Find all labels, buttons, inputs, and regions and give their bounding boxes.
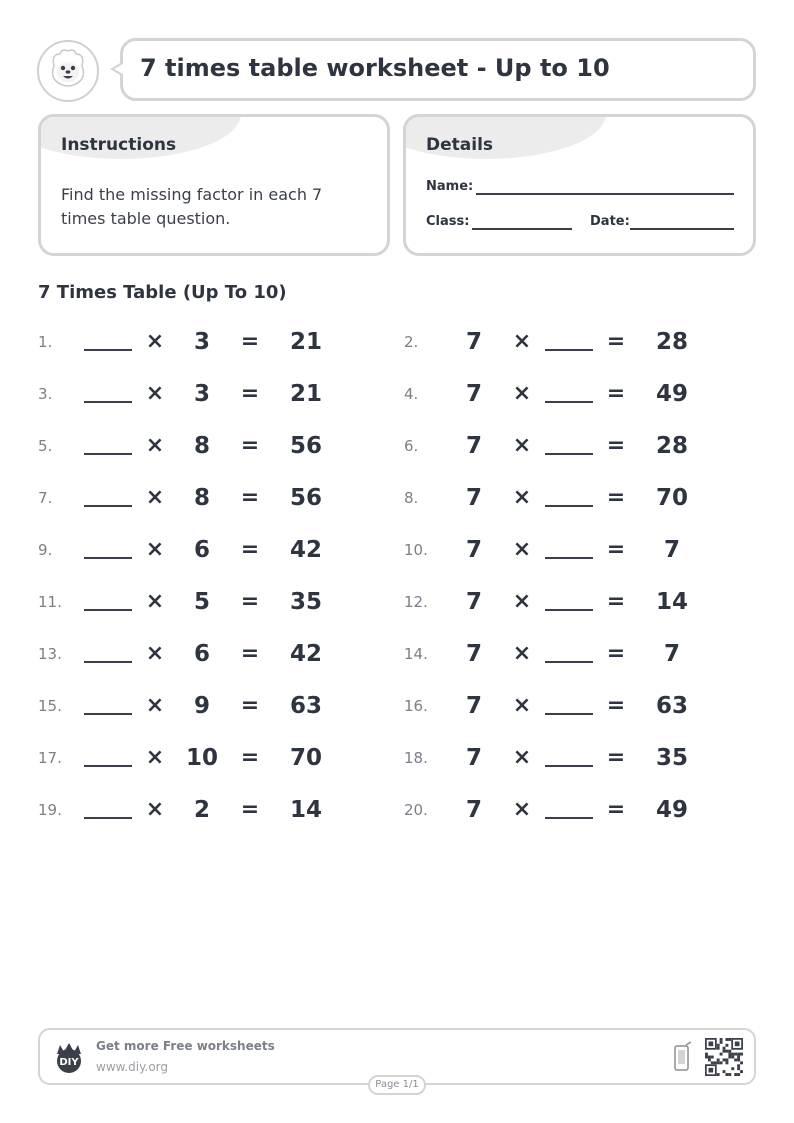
page-number: Page 1/1 xyxy=(368,1075,426,1095)
times-sign: × xyxy=(145,797,165,822)
details-panel xyxy=(403,114,756,256)
question-number: 5. xyxy=(38,437,53,455)
times-sign: × xyxy=(145,485,165,510)
times-sign: × xyxy=(512,433,532,458)
instructions-panel xyxy=(38,114,390,256)
answer-blank[interactable] xyxy=(84,401,132,403)
product-value: 49 xyxy=(655,381,688,407)
product-value: 28 xyxy=(655,433,688,459)
section-title: 7 Times Table (Up To 10) xyxy=(38,282,287,303)
mascot-icon xyxy=(37,40,99,102)
class-label: Class: xyxy=(426,214,470,229)
question-number: 15. xyxy=(38,697,62,715)
product-value: 21 xyxy=(289,381,322,407)
given-factor: 2 xyxy=(193,797,210,823)
equals-sign: = xyxy=(606,641,626,666)
question-row xyxy=(38,639,358,669)
answer-blank[interactable] xyxy=(545,453,593,455)
answer-blank[interactable] xyxy=(545,349,593,351)
name-label: Name: xyxy=(426,179,474,194)
speech-tail-inner xyxy=(114,64,123,74)
diy-logo-icon xyxy=(52,1040,86,1074)
equals-sign: = xyxy=(240,641,260,666)
answer-blank[interactable] xyxy=(545,713,593,715)
times-sign: × xyxy=(512,693,532,718)
question-row xyxy=(404,743,724,773)
product-value: 35 xyxy=(655,745,688,771)
footer-url[interactable]: www.diy.org xyxy=(96,1060,168,1074)
product-value: 56 xyxy=(289,485,322,511)
name-field[interactable] xyxy=(476,193,734,195)
question-row xyxy=(38,431,358,461)
given-factor: 7 xyxy=(465,589,482,615)
question-row xyxy=(38,535,358,565)
product-value: 49 xyxy=(655,797,688,823)
phone-icon xyxy=(673,1041,693,1073)
product-value: 35 xyxy=(289,589,322,615)
times-sign: × xyxy=(512,589,532,614)
answer-blank[interactable] xyxy=(545,505,593,507)
question-number: 19. xyxy=(38,801,62,819)
given-factor: 7 xyxy=(465,641,482,667)
answer-blank[interactable] xyxy=(84,505,132,507)
equals-sign: = xyxy=(606,381,626,406)
question-number: 10. xyxy=(404,541,428,559)
answer-blank[interactable] xyxy=(84,609,132,611)
question-row xyxy=(404,327,724,357)
given-factor: 7 xyxy=(465,693,482,719)
equals-sign: = xyxy=(240,433,260,458)
equals-sign: = xyxy=(606,433,626,458)
given-factor: 7 xyxy=(465,381,482,407)
question-number: 13. xyxy=(38,645,62,663)
question-row xyxy=(404,587,724,617)
equals-sign: = xyxy=(240,485,260,510)
times-sign: × xyxy=(145,693,165,718)
question-row xyxy=(404,535,724,565)
question-row xyxy=(38,691,358,721)
answer-blank[interactable] xyxy=(84,349,132,351)
question-row xyxy=(38,743,358,773)
times-sign: × xyxy=(512,641,532,666)
equals-sign: = xyxy=(606,693,626,718)
question-row xyxy=(404,691,724,721)
question-number: 18. xyxy=(404,749,428,767)
title-banner xyxy=(120,38,756,101)
product-value: 7 xyxy=(663,537,680,563)
answer-blank[interactable] xyxy=(545,661,593,663)
equals-sign: = xyxy=(606,797,626,822)
instructions-heading: Instructions xyxy=(61,135,177,155)
given-factor: 3 xyxy=(193,329,210,355)
equals-sign: = xyxy=(606,537,626,562)
given-factor: 7 xyxy=(465,537,482,563)
question-row xyxy=(38,483,358,513)
times-sign: × xyxy=(512,329,532,354)
given-factor: 3 xyxy=(193,381,210,407)
logo-text: DIY xyxy=(59,1057,79,1068)
answer-blank[interactable] xyxy=(545,817,593,819)
page-title: 7 times table worksheet - Up to 10 xyxy=(140,54,610,82)
answer-blank[interactable] xyxy=(84,713,132,715)
question-row xyxy=(38,379,358,409)
question-number: 17. xyxy=(38,749,62,767)
times-sign: × xyxy=(512,745,532,770)
question-number: 14. xyxy=(404,645,428,663)
given-factor: 7 xyxy=(465,745,482,771)
equals-sign: = xyxy=(240,745,260,770)
times-sign: × xyxy=(145,537,165,562)
given-factor: 5 xyxy=(193,589,210,615)
times-sign: × xyxy=(145,745,165,770)
product-value: 56 xyxy=(289,433,322,459)
times-sign: × xyxy=(145,589,165,614)
times-sign: × xyxy=(512,485,532,510)
times-sign: × xyxy=(512,797,532,822)
answer-blank[interactable] xyxy=(84,765,132,767)
times-sign: × xyxy=(145,433,165,458)
date-label: Date: xyxy=(590,214,630,229)
date-field[interactable] xyxy=(630,228,734,230)
answer-blank[interactable] xyxy=(545,765,593,767)
question-number: 4. xyxy=(404,385,419,403)
answer-blank[interactable] xyxy=(84,661,132,663)
question-number: 9. xyxy=(38,541,53,559)
question-number: 6. xyxy=(404,437,419,455)
instructions-text: Find the missing factor in each 7 times table question. xyxy=(61,185,323,228)
product-value: 70 xyxy=(289,745,322,771)
equals-sign: = xyxy=(606,329,626,354)
question-number: 20. xyxy=(404,801,428,819)
equals-sign: = xyxy=(240,589,260,614)
product-value: 42 xyxy=(289,537,322,563)
product-value: 28 xyxy=(655,329,688,355)
details-heading: Details xyxy=(426,135,494,155)
equals-sign: = xyxy=(240,537,260,562)
given-factor: 10 xyxy=(185,745,218,771)
answer-blank[interactable] xyxy=(84,453,132,455)
question-row xyxy=(404,639,724,669)
given-factor: 8 xyxy=(193,433,210,459)
product-value: 7 xyxy=(663,641,680,667)
equals-sign: = xyxy=(240,381,260,406)
question-number: 1. xyxy=(38,333,53,351)
question-row xyxy=(38,587,358,617)
given-factor: 6 xyxy=(193,641,210,667)
question-number: 12. xyxy=(404,593,428,611)
given-factor: 8 xyxy=(193,485,210,511)
times-sign: × xyxy=(512,537,532,562)
product-value: 21 xyxy=(289,329,322,355)
answer-blank[interactable] xyxy=(84,817,132,819)
equals-sign: = xyxy=(606,589,626,614)
given-factor: 9 xyxy=(193,693,210,719)
equals-sign: = xyxy=(606,485,626,510)
qr-code[interactable] xyxy=(705,1038,743,1076)
question-row xyxy=(38,327,358,357)
answer-blank[interactable] xyxy=(545,401,593,403)
times-sign: × xyxy=(512,381,532,406)
question-number: 2. xyxy=(404,333,419,351)
given-factor: 7 xyxy=(465,485,482,511)
product-value: 63 xyxy=(289,693,322,719)
question-number: 11. xyxy=(38,593,62,611)
equals-sign: = xyxy=(240,693,260,718)
class-field[interactable] xyxy=(472,228,572,230)
equals-sign: = xyxy=(606,745,626,770)
answer-blank[interactable] xyxy=(545,609,593,611)
question-number: 16. xyxy=(404,697,428,715)
question-row xyxy=(404,431,724,461)
question-row xyxy=(404,379,724,409)
given-factor: 7 xyxy=(465,797,482,823)
given-factor: 6 xyxy=(193,537,210,563)
given-factor: 7 xyxy=(465,329,482,355)
footer-promo: Get more Free worksheets xyxy=(96,1039,275,1053)
times-sign: × xyxy=(145,329,165,354)
equals-sign: = xyxy=(240,329,260,354)
product-value: 14 xyxy=(655,589,688,615)
product-value: 14 xyxy=(289,797,322,823)
question-row xyxy=(404,483,724,513)
answer-blank[interactable] xyxy=(84,557,132,559)
question-number: 3. xyxy=(38,385,53,403)
question-number: 7. xyxy=(38,489,53,507)
given-factor: 7 xyxy=(465,433,482,459)
question-row xyxy=(404,795,724,825)
equals-sign: = xyxy=(240,797,260,822)
answer-blank[interactable] xyxy=(545,557,593,559)
question-row xyxy=(38,795,358,825)
product-value: 63 xyxy=(655,693,688,719)
product-value: 42 xyxy=(289,641,322,667)
times-sign: × xyxy=(145,641,165,666)
times-sign: × xyxy=(145,381,165,406)
question-number: 8. xyxy=(404,489,419,507)
product-value: 70 xyxy=(655,485,688,511)
